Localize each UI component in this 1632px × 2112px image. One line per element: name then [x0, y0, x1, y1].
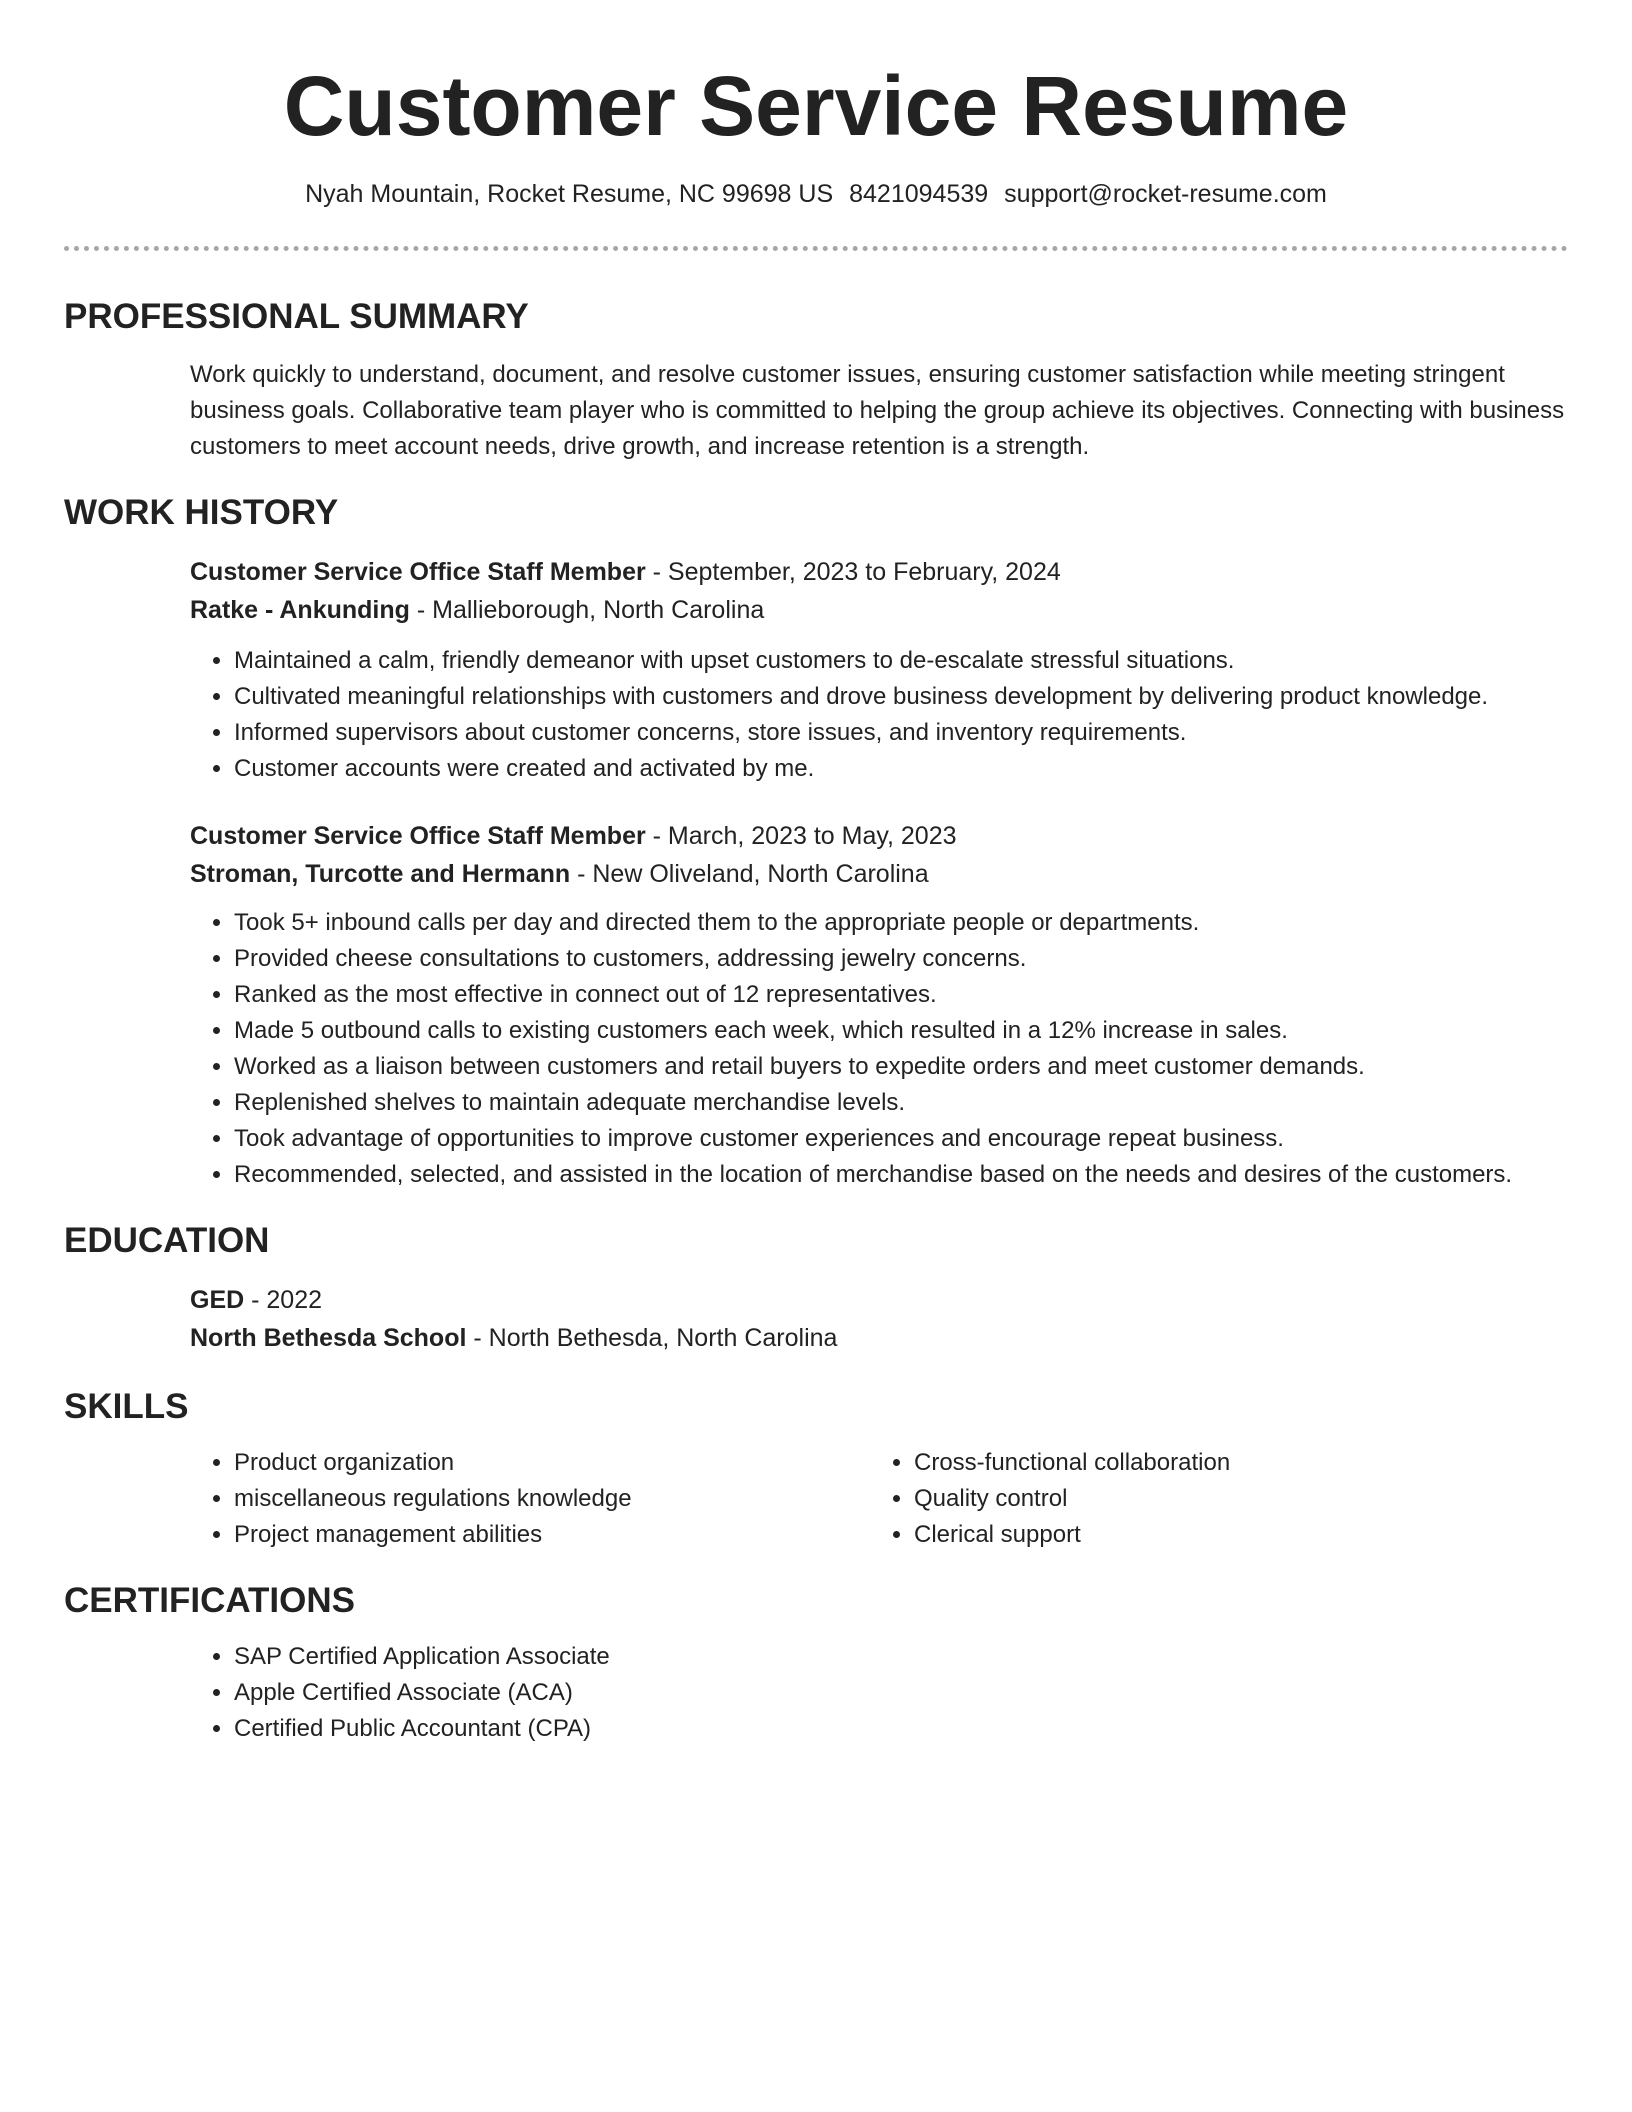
certifications-list — [190, 1639, 1568, 1747]
skills-section — [64, 1385, 1568, 1553]
job-company: Ratke - Ankunding — [190, 596, 410, 624]
list-item: • miscellaneous regulations knowledge — [234, 1481, 870, 1517]
resume-title: Customer Service Resume — [283, 59, 1349, 153]
job-title: Customer Service Office Staff Member — [190, 822, 646, 850]
list-item: • Took 5+ inbound calls per day and directed them to the appropriate people or departments. — [234, 905, 1568, 941]
list-item: • Clerical support — [914, 1517, 1550, 1553]
job-bullets — [190, 643, 1568, 787]
job-entry — [190, 817, 1568, 1193]
skills-column-right — [870, 1445, 1550, 1553]
skills-list-left — [190, 1445, 870, 1553]
skills-heading: SKILLS — [64, 1387, 189, 1426]
contact-line — [64, 176, 1568, 212]
education-section — [64, 1219, 1568, 1357]
list-item: • Maintained a calm, friendly demeanor with upset customers to de-escalate stressful situations. — [234, 643, 1568, 679]
list-item: • Customer accounts were created and activated by me. — [234, 751, 1568, 787]
job-title-line — [190, 817, 1568, 855]
summary-text: Work quickly to understand, document, and resolve customer issues, ensuring customer satisfaction while meeting stringent business goals. Collaborative team player who is committed to helping the group achieve its objectives. Connecting with business customers to meet account needs, drive growth, and increase retention is a strength. — [190, 361, 1565, 460]
list-item: • Cultivated meaningful relationships with customers and drove business development by delivering product knowledge. — [234, 679, 1568, 715]
list-item: • Informed supervisors about customer concerns, store issues, and inventory requirements. — [234, 715, 1568, 751]
certifications-entry — [190, 1639, 1568, 1747]
education-year: - 2022 — [244, 1286, 323, 1314]
summary-heading: PROFESSIONAL SUMMARY — [64, 297, 529, 336]
summary-section — [64, 295, 1568, 465]
job-title-line — [190, 553, 1568, 591]
job-company-line — [190, 855, 1568, 893]
education-school-line — [190, 1319, 1568, 1357]
education-degree-line — [190, 1281, 1568, 1319]
list-item: • Product organization — [234, 1445, 870, 1481]
list-item: • Recommended, selected, and assisted in the location of merchandise based on the needs and desires of the customers. — [234, 1157, 1568, 1193]
education-school: North Bethesda School — [190, 1324, 467, 1352]
work-history-section — [64, 491, 1568, 1193]
skills-column-left — [190, 1445, 870, 1553]
job-dates: - September, 2023 to February, 2024 — [645, 558, 1061, 586]
education-heading: EDUCATION — [64, 1221, 270, 1260]
work-history-heading: WORK HISTORY — [64, 493, 339, 532]
job-bullets — [190, 905, 1568, 1193]
list-item: • Quality control — [914, 1481, 1550, 1517]
header-divider — [64, 246, 1568, 251]
education-location: - North Bethesda, North Carolina — [466, 1324, 838, 1352]
list-item: • Made 5 outbound calls to existing customers each week, which resulted in a 12% increase in sales. — [234, 1013, 1568, 1049]
job-title: Customer Service Office Staff Member — [190, 558, 646, 586]
list-item: • Certified Public Accountant (CPA) — [234, 1711, 1568, 1747]
skills-list-right — [870, 1445, 1550, 1553]
certifications-heading: CERTIFICATIONS — [64, 1581, 356, 1620]
job-company: Stroman, Turcotte and Hermann — [190, 860, 571, 888]
education-degree: GED — [190, 1286, 245, 1314]
certifications-section — [64, 1579, 1568, 1747]
list-item: • SAP Certified Application Associate — [234, 1639, 1568, 1675]
job-location: - Mallieborough, North Carolina — [409, 596, 765, 624]
contact-phone: 8421094539 — [849, 180, 989, 208]
job-entry — [190, 553, 1568, 787]
job-company-line — [190, 591, 1568, 629]
list-item: • Ranked as the most effective in connect out of 12 representatives. — [234, 977, 1568, 1013]
job-location: - New Oliveland, North Carolina — [570, 860, 929, 888]
list-item: • Took advantage of opportunities to improve customer experiences and encourage repeat business. — [234, 1121, 1568, 1157]
job-dates: - March, 2023 to May, 2023 — [645, 822, 957, 850]
contact-address: Nyah Mountain, Rocket Resume, NC 99698 US — [305, 180, 834, 208]
list-item: • Cross-functional collaboration — [914, 1445, 1550, 1481]
list-item: • Apple Certified Associate (ACA) — [234, 1675, 1568, 1711]
list-item: • Provided cheese consultations to customers, addressing jewelry concerns. — [234, 941, 1568, 977]
list-item: • Worked as a liaison between customers and retail buyers to expedite orders and meet customer demands. — [234, 1049, 1568, 1085]
skills-grid — [190, 1445, 1568, 1553]
contact-email: support@rocket-resume.com — [1004, 180, 1327, 208]
list-item: • Replenished shelves to maintain adequate merchandise levels. — [234, 1085, 1568, 1121]
list-item: • Project management abilities — [234, 1517, 870, 1553]
education-entry — [190, 1281, 1568, 1357]
